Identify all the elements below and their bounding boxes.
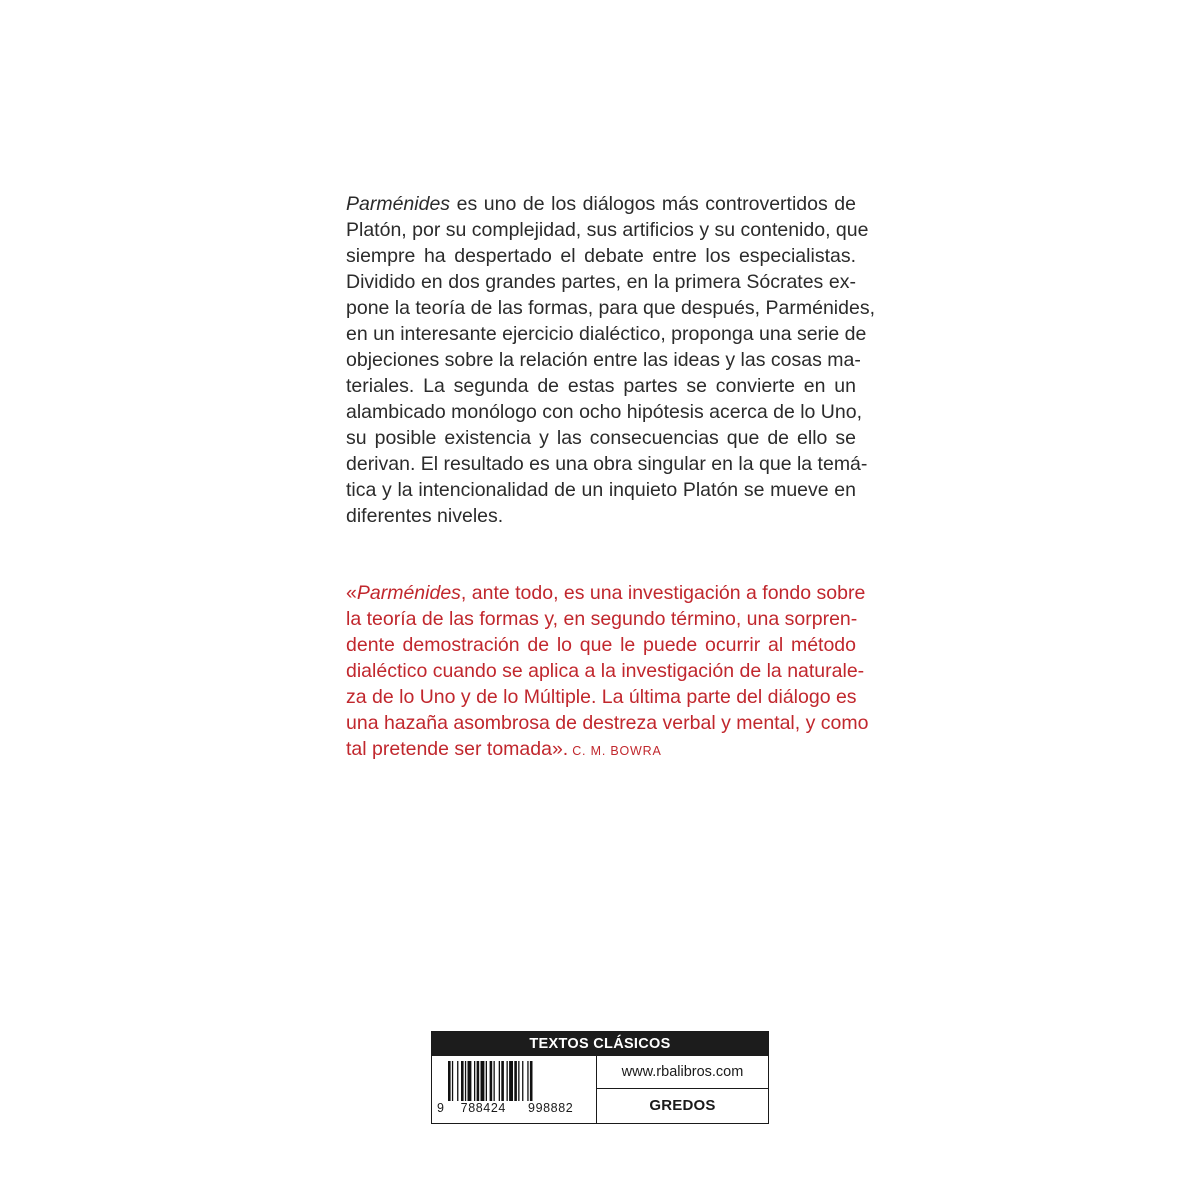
synopsis-line: diferentes niveles. xyxy=(346,505,504,527)
book-title-italic: Parménides xyxy=(346,193,451,215)
synopsis-line: tica y la intencionalidad de un inquieto Platón se mueve en xyxy=(346,479,856,501)
quote-line: «Parménides, ante todo, es una investigación a fondo sobre xyxy=(346,582,866,604)
barcode-bar xyxy=(461,1061,464,1101)
synopsis-text xyxy=(346,191,875,529)
book-title-italic: Parménides xyxy=(356,582,461,604)
synopsis-line: en un interesante ejercicio dialéctico, proponga una serie de xyxy=(346,323,867,345)
barcode xyxy=(432,1056,597,1123)
barcode-bar xyxy=(494,1061,495,1101)
barcode-bar xyxy=(522,1061,523,1101)
synopsis-line: objeciones sobre la relación entre las ideas y las cosas ma- xyxy=(346,349,861,371)
barcode-bar xyxy=(477,1061,480,1101)
website-link[interactable]: www.rbalibros.com xyxy=(597,1056,768,1089)
barcode-bar xyxy=(490,1061,493,1101)
synopsis-line: alambicado monólogo con ocho hipótesis acerca de lo Uno, xyxy=(346,401,862,423)
barcode-bar xyxy=(507,1061,508,1101)
synopsis-line: su posible existencia y las consecuencias que de ello se xyxy=(346,427,856,449)
quote-line: za de lo Uno y de lo Múltiple. La última parte del diálogo es xyxy=(346,686,857,708)
synopsis-line: derivan. El resultado es una obra singular en la que la temá- xyxy=(346,453,868,475)
barcode-bar xyxy=(530,1061,533,1101)
barcode-bar xyxy=(448,1061,451,1101)
synopsis-line: pone la teoría de las formas, para que después, Parménides, xyxy=(346,297,875,319)
barcode-bar xyxy=(465,1061,466,1101)
critic-quote xyxy=(346,580,869,762)
synopsis-line: Platón, por su complejidad, sus artificios y su contenido, que xyxy=(346,219,869,241)
quote-line: la teoría de las formas y, en segundo término, una sorpren- xyxy=(346,608,858,630)
barcode-bar xyxy=(509,1061,513,1101)
quote-line: dente demostración de lo que le puede ocurrir al método xyxy=(346,634,856,656)
barcode-bar xyxy=(474,1061,475,1101)
isbn-number: 9 788424 998882 xyxy=(437,1101,574,1115)
barcode-bar xyxy=(527,1061,528,1101)
quote-line: tal pretende ser tomada». C. M. BOWRA xyxy=(346,738,662,760)
barcode-bar xyxy=(486,1061,487,1101)
quote-attribution: C. M. BOWRA xyxy=(572,744,662,758)
barcode-bar xyxy=(481,1061,485,1101)
barcode-bar xyxy=(468,1061,472,1101)
barcode-bar xyxy=(514,1061,517,1101)
quote-line: dialéctico cuando se aplica a la investigación de la naturale- xyxy=(346,660,865,682)
synopsis-line: Parménides es uno de los diálogos más controvertidos de xyxy=(346,193,856,215)
publisher-logo: GREDOS xyxy=(649,1097,716,1114)
synopsis-line: teriales. La segunda de estas partes se convierte en un xyxy=(346,375,856,397)
barcode-bar xyxy=(499,1061,500,1101)
imprint-box xyxy=(431,1031,769,1124)
series-label: TEXTOS CLÁSICOS xyxy=(432,1032,768,1056)
barcode-bar xyxy=(452,1061,453,1101)
barcode-bar xyxy=(457,1061,458,1101)
quote-line: una hazaña asombrosa de destreza verbal y mental, y como xyxy=(346,712,869,734)
barcode-icon xyxy=(438,1061,590,1101)
barcode-bar xyxy=(501,1061,504,1101)
publisher-info xyxy=(597,1056,768,1123)
synopsis-line: siempre ha despertado el debate entre los especialistas. xyxy=(346,245,856,267)
barcode-bar xyxy=(518,1061,519,1101)
synopsis-line: Dividido en dos grandes partes, en la primera Sócrates ex- xyxy=(346,271,856,293)
